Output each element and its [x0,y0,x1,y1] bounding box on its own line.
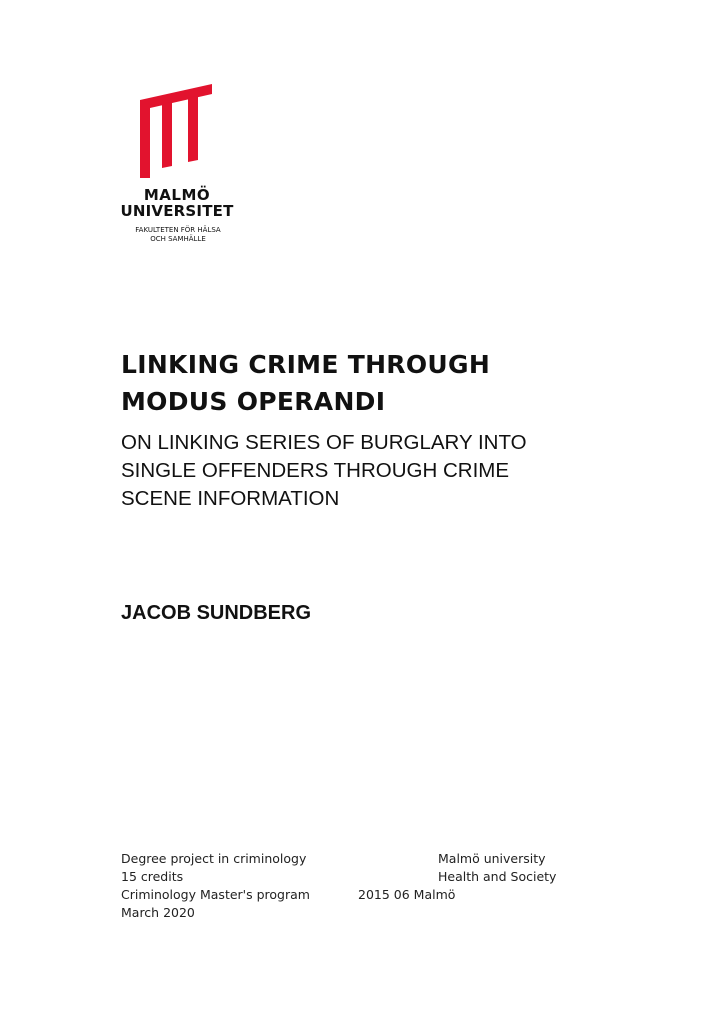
subtitle-line3: SCENE INFORMATION [121,487,340,510]
malmo-university-emblem [140,84,216,180]
emblem-middle-column [162,102,172,168]
date-line: March 2020 [121,905,195,920]
emblem-top-bar [140,84,212,108]
date-place-detail [358,886,455,904]
university-name [118,187,236,219]
university-name-line1: MALMÖ [143,186,211,204]
university-name-line2: UNIVERSITET [120,202,234,220]
author-name: JACOB SUNDBERG [121,602,312,624]
faculty-name [128,226,228,244]
title-line2: MODUS OPERANDI [121,387,386,416]
emblem-left-column [140,100,150,178]
subtitle-line2: SINGLE OFFENDERS THROUGH CRIME [121,459,510,482]
university-line: Malmö university [438,851,546,866]
document-subtitle [121,429,601,513]
university-detail [438,850,546,868]
program-line: Criminology Master's program [121,887,310,902]
degree-details [121,850,310,922]
emblem-right-column [188,96,198,162]
credits-line: 15 credits [121,869,184,884]
faculty-name-line1: FAKULTETEN FÖR HÄLSA [135,226,221,234]
subtitle-line1: ON LINKING SERIES OF BURGLARY INTO [121,431,527,454]
university-logo [118,84,248,254]
faculty-line: Health and Society [438,869,557,884]
date-place-line: 2015 06 Malmö [358,887,456,902]
faculty-detail [438,868,556,886]
faculty-name-line2: OCH SAMHÄLLE [150,235,206,243]
document-title [121,346,601,420]
degree-project-line: Degree project in criminology [121,851,307,866]
title-line1: LINKING CRIME THROUGH [121,350,491,379]
